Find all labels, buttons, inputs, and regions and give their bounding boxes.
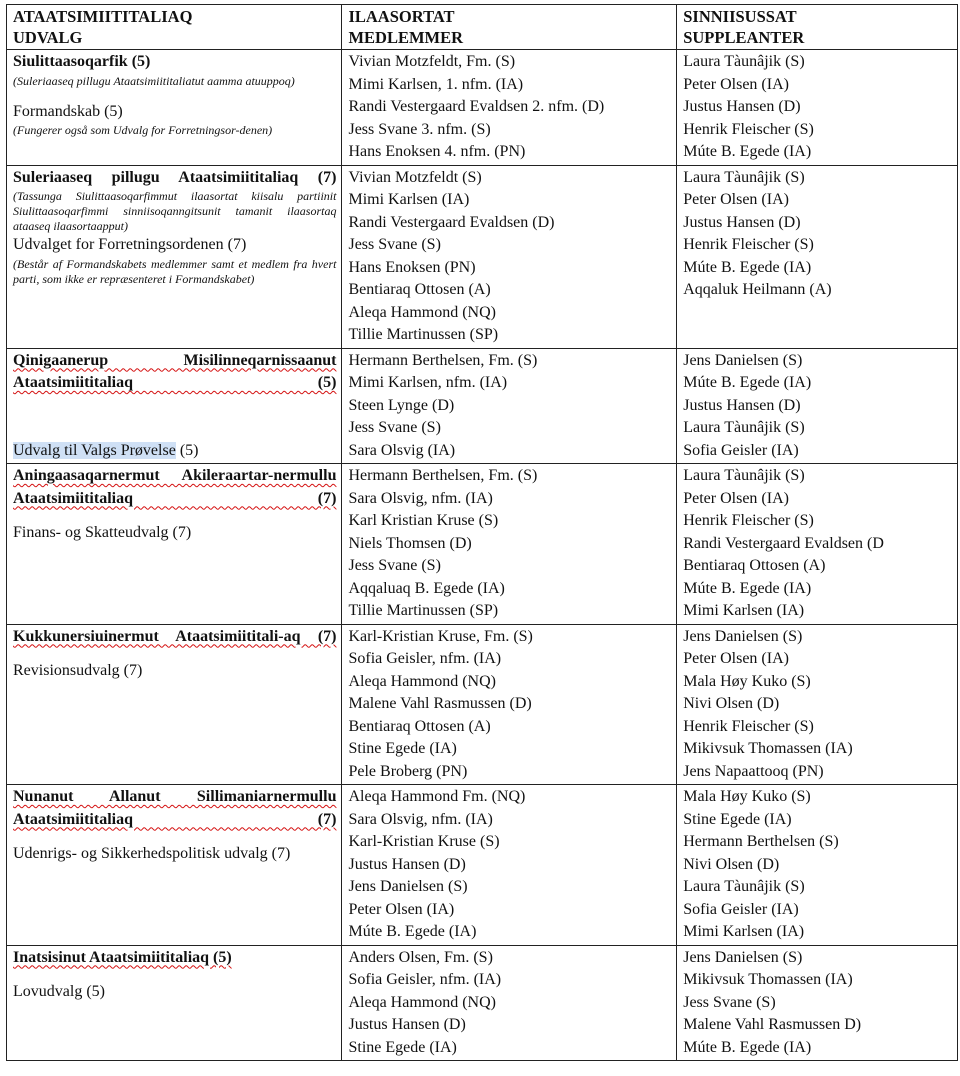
committee-title-greenlandic: Suleriaaseq pillugu Ataatsimiititaliaq (7) [13,168,337,186]
member-name: Hermann Berthelsen, Fm. (S) [348,351,538,369]
substitute-name: Jens Danielsen (S) [683,351,803,369]
committee-cell [7,464,342,625]
committee-note-danish: (Fungerer også som Udvalg for Forretningsor-denen) [13,123,273,137]
substitute-name: Peter Olsen (IA) [683,650,789,667]
members-cell [342,50,677,166]
member-name: Jens Danielsen (S) [348,878,468,895]
substitute-name: Laura Tàunâjik (S) [683,878,805,895]
substitutes-cell [677,464,958,625]
member-name: Stine Egede (IA) [348,740,457,757]
committee-table [6,4,958,1061]
header-row [7,5,958,50]
substitute-name: Justus Hansen (D) [683,396,801,414]
member-name: Hans Enoksen (PN) [348,258,476,276]
substitute-name: Aqqaluk Heilmann (A) [683,281,832,298]
member-name: Aleqa Hammond (NQ) [348,993,496,1011]
committee-name-danish: Formandskab (5) [13,102,123,120]
substitute-name: Laura Tàunâjik (S) [683,168,805,186]
substitute-name: Jens Danielsen (S) [683,948,803,966]
substitute-name: Bentiaraq Ottosen (A) [683,557,826,574]
substitute-name: Justus Hansen (D) [683,213,801,231]
committee-row [7,50,958,166]
member-name: Niels Thomsen (D) [348,534,472,552]
committee-name-danish [13,440,336,463]
members-cell [342,348,677,464]
committee-title-greenlandic: Kukkunersiuinermut Ataatsimiititali-aq (7) [13,627,337,645]
substitute-name: Múte B. Egede (IA) [683,579,812,597]
substitute-name: Randi Vestergaard Evaldsen (D [683,534,884,552]
substitute-name: Malene Vahl Rasmussen D) [683,1016,862,1033]
committee-row [7,165,958,348]
substitute-name: Henrik Fleischer (S) [683,512,814,529]
substitutes-cell [677,624,958,785]
member-name: Aleqa Hammond Fm. (NQ) [348,788,526,805]
substitute-name: Peter Olsen (IA) [683,489,789,507]
substitute-name: Jens Napaattooq (PN) [683,762,824,780]
member-name: Tillie Martinussen (SP) [348,326,499,343]
committee-size: (5) [175,441,199,459]
substitutes-cell [677,50,958,166]
member-name: Sara Olsvig, nfm. (IA) [348,810,493,828]
members-cell [342,945,677,1061]
substitute-name: Peter Olsen (IA) [683,75,789,93]
member-name: Jess Svane (S) [348,557,441,574]
member-name: Randi Vestergaard Evaldsen (D) [348,213,555,231]
committee-cell [7,624,342,785]
substitute-name: Laura Tàunâjik (S) [683,53,805,70]
header-line: ATAATSIMIITITALIAQ [13,7,193,26]
committee-cell [7,785,342,946]
committee-cell [7,945,342,1061]
members-cell [342,464,677,625]
member-name: Jess Svane (S) [348,419,441,436]
member-name: Aqqaluaq B. Egede (IA) [348,579,505,597]
substitute-name: Mala Høy Kuko (S) [683,788,811,805]
substitute-name: Stine Egede (IA) [683,810,792,828]
committee-cell [7,50,342,166]
member-name: Aleqa Hammond (NQ) [348,303,496,321]
substitute-name: Laura Tàunâjik (S) [683,419,805,436]
member-name: Steen Lynge (D) [348,396,455,414]
committee-row [7,945,958,1061]
committee-row [7,624,958,785]
member-name: Sofia Geisler, nfm. (IA) [348,971,502,988]
substitute-name: Múte B. Egede (IA) [683,258,812,276]
member-name: Sara Olsvig, nfm. (IA) [348,489,493,507]
substitute-name: Henrik Fleischer (S) [683,120,814,138]
substitute-name: Múte B. Egede (IA) [683,143,812,160]
member-name: Karl-Kristian Kruse (S) [348,833,500,850]
member-name: Mimi Karlsen, nfm. (IA) [348,374,508,391]
committee-note-danish: (Består af Formandskabets medlemmer samt et medlem fra hvert parti, som ikke er repræsenteret i Formandskabet) [13,256,337,286]
substitute-name: Múte B. Egede (IA) [683,1038,812,1056]
committee-title-greenlandic: Nunanut Allanut Sillimaniarnermullu Ataatsimiititaliaq (7) [13,788,337,828]
member-name: Jess Svane (S) [348,236,441,253]
member-name: Múte B. Egede (IA) [348,923,477,940]
highlighted-text: Udvalg til Valgs Prøvelse [13,441,176,459]
member-name: Stine Egede (IA) [348,1038,457,1056]
committee-cell [7,348,342,464]
substitute-name: Hermann Berthelsen (S) [683,833,839,850]
substitute-name: Henrik Fleischer (S) [683,717,814,735]
substitute-name: Jess Svane (S) [683,993,776,1011]
member-name: Justus Hansen (D) [348,855,466,873]
committee-name-danish: Udenrigs- og Sikkerhedspolitisk udvalg (7) [13,845,291,862]
member-name: Mimi Karlsen, 1. nfm. (IA) [348,75,524,93]
member-name: Vivian Motzfeldt (S) [348,168,482,186]
committee-note-greenlandic: (Tassunga Siulittaasoqarfimmut ilaasortat kiisalu partiinit Siulittaasoqarfimmi sinniisoqanngitsunit tamanit ilaasortaq ataaseq ilaasortaapput) [13,189,337,233]
member-name: Pele Broberg (PN) [348,762,468,780]
committee-title-greenlandic: Siulittaasoqarfik (5) [13,53,151,70]
header-members [342,5,677,50]
substitute-name: Justus Hansen (D) [683,98,801,115]
member-name: Hermann Berthelsen, Fm. (S) [348,467,538,484]
header-committee [7,5,342,50]
committee-title-greenlandic: Inatsisinut Ataatsimiititaliaq (5) [13,948,232,966]
member-name: Aleqa Hammond (NQ) [348,672,496,690]
committee-name-danish: Udvalget for Forretningsordenen (7) [13,236,247,253]
committee-row [7,785,958,946]
member-name: Vivian Motzfeldt, Fm. (S) [348,53,516,70]
committee-cell [7,165,342,348]
member-name: Sara Olsvig (IA) [348,441,456,459]
member-name: Bentiaraq Ottosen (A) [348,281,491,298]
committee-title-greenlandic: Qinigaanerup Misilinneqarnissaanut Ataatsimiititaliaq (5) [13,351,337,391]
member-name: Tillie Martinussen (SP) [348,602,499,619]
substitute-name: Peter Olsen (IA) [683,191,789,208]
header-substitutes [677,5,958,50]
substitute-name: Mikivsuk Thomassen (IA) [683,740,853,757]
member-name: Sofia Geisler, nfm. (IA) [348,650,502,667]
committee-name-danish: Finans- og Skatteudvalg (7) [13,524,192,541]
member-name: Anders Olsen, Fm. (S) [348,948,493,966]
member-name: Karl Kristian Kruse (S) [348,512,499,529]
member-name: Randi Vestergaard Evaldsen 2. nfm. (D) [348,98,605,115]
committee-note-greenlandic: (Suleriaaseq pillugu Ataatsimiititaliatut aamma atuuppoq) [13,73,295,88]
substitute-name: Mimi Karlsen (IA) [683,602,805,619]
substitutes-cell [677,348,958,464]
header-line: SUPPLEANTER [683,28,805,47]
substitute-name: Henrik Fleischer (S) [683,236,814,253]
members-cell [342,624,677,785]
header-line: MEDLEMMER [348,28,464,47]
header-line: UDVALG [13,28,83,47]
committee-row [7,464,958,625]
members-cell [342,785,677,946]
substitute-name: Nivi Olsen (D) [683,695,780,712]
member-name: Jess Svane 3. nfm. (S) [348,120,491,138]
committee-row [7,348,958,464]
member-name: Justus Hansen (D) [348,1016,466,1033]
member-name: Karl-Kristian Kruse, Fm. (S) [348,627,533,645]
substitutes-cell [677,945,958,1061]
header-line: SINNIISUSSAT [683,7,797,26]
substitutes-cell [677,785,958,946]
member-name: Malene Vahl Rasmussen (D) [348,695,532,712]
substitute-name: Mimi Karlsen (IA) [683,923,805,940]
substitute-name: Sofia Geisler (IA) [683,441,799,459]
member-name: Mimi Karlsen (IA) [348,191,470,208]
committee-name-danish: Revisionsudvalg (7) [13,662,143,679]
header-line: ILAASORTAT [348,7,455,26]
substitute-name: Jens Danielsen (S) [683,627,803,645]
committee-title-greenlandic: Aningaasaqarnermut Akileraartar-nermullu Ataatsimiititaliaq (7) [13,467,337,507]
substitute-name: Laura Tàunâjik (S) [683,467,805,484]
substitute-name: Mikivsuk Thomassen (IA) [683,971,853,988]
member-name: Hans Enoksen 4. nfm. (PN) [348,143,526,160]
member-name: Bentiaraq Ottosen (A) [348,717,491,735]
substitute-name: Múte B. Egede (IA) [683,374,812,391]
substitute-name: Nivi Olsen (D) [683,855,780,873]
committee-name-danish: Lovudvalg (5) [13,983,105,1000]
substitutes-cell [677,165,958,348]
member-name: Peter Olsen (IA) [348,900,455,918]
members-cell [342,165,677,348]
substitute-name: Sofia Geisler (IA) [683,900,799,918]
substitute-name: Mala Høy Kuko (S) [683,672,811,690]
